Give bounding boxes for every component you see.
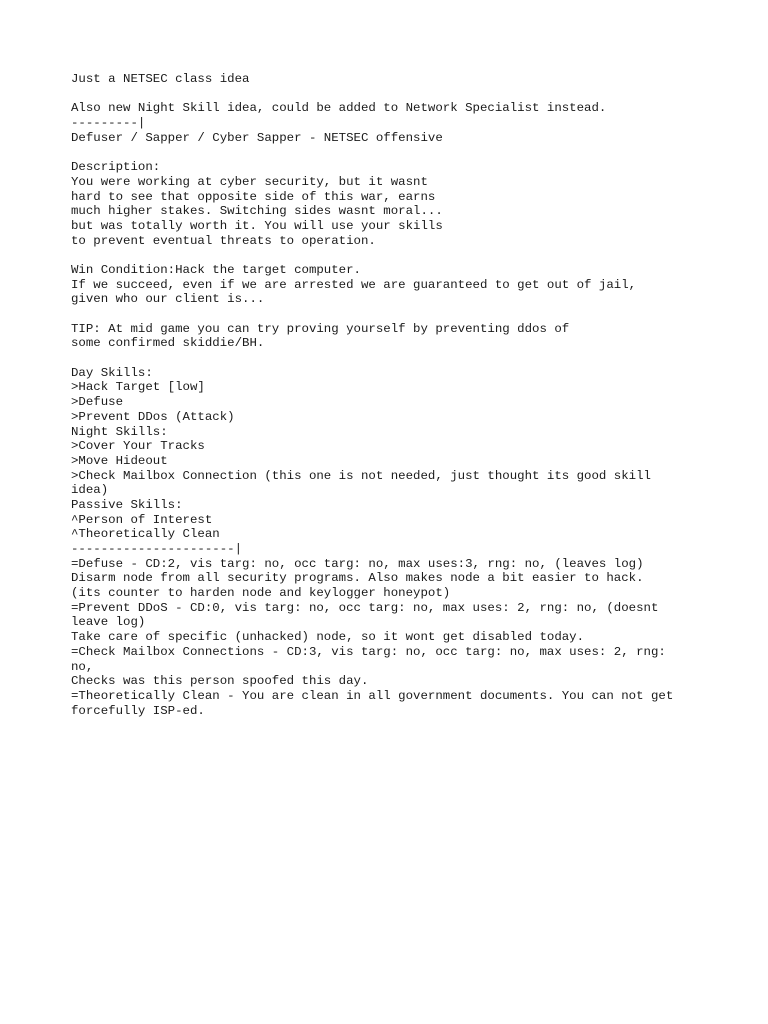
blank-line — [71, 87, 751, 102]
skill-detail: =Prevent DDoS - CD:0, vis targ: no, occ targ: no, max uses: 2, rng: no, (doesnt — [71, 600, 659, 615]
skill-item: >Hack Target [low] — [71, 380, 205, 395]
description-line: You were working at cyber security, but it wasnt — [71, 174, 428, 189]
skill-detail: Disarm node from all security programs. Also makes node a bit easier to hack. — [71, 571, 644, 586]
skill-detail: no, — [71, 659, 94, 674]
description-line: but was totally worth it. You will use your skills — [71, 218, 443, 233]
description-line: to prevent eventual threats to operation. — [71, 233, 376, 248]
skill-detail: leave log) — [71, 615, 146, 630]
win-condition: Win Condition:Hack the target computer. — [71, 262, 361, 277]
skill-detail: forcefully ISP-ed. — [71, 703, 205, 718]
class-title: Defuser / Sapper / Cyber Sapper - NETSEC offensive — [71, 130, 443, 145]
document-page — [71, 72, 751, 718]
description-heading: Description: — [71, 160, 161, 175]
divider-short: ---------| — [71, 116, 146, 131]
blank-line — [71, 248, 751, 263]
blank-line — [71, 351, 751, 366]
skill-detail: Checks was this person spoofed this day. — [71, 674, 369, 689]
skill-item: >Defuse — [71, 395, 124, 410]
description-line: hard to see that opposite side of this war, earns — [71, 189, 436, 204]
day-skills-heading: Day Skills: — [71, 365, 153, 380]
skill-item: ^Person of Interest — [71, 512, 213, 527]
doc-line-night-skill-idea: Also new Night Skill idea, could be added to Network Specialist instead. — [71, 101, 607, 116]
win-condition-detail: given who our client is... — [71, 292, 265, 307]
tip-line: some confirmed skiddie/BH. — [71, 336, 265, 351]
win-condition-detail: If we succeed, even if we are arrested we are guaranteed to get out of jail, — [71, 277, 637, 292]
divider-long: ----------------------| — [71, 542, 243, 556]
blank-line — [71, 307, 751, 322]
skill-item: >Cover Your Tracks — [71, 439, 205, 454]
skill-detail: =Theoretically Clean - You are clean in all government documents. You can not get — [71, 688, 674, 703]
skill-detail: (its counter to harden node and keylogger honeypot) — [71, 586, 451, 601]
skill-item: >Move Hideout — [71, 453, 168, 468]
tip-line: TIP: At mid game you can try proving yourself by preventing ddos of — [71, 321, 570, 336]
skill-detail: =Defuse - CD:2, vis targ: no, occ targ: no, max uses:3, rng: no, (leaves log) — [71, 556, 644, 571]
skill-detail: Take care of specific (unhacked) node, so it wont get disabled today. — [71, 630, 585, 645]
blank-line — [71, 145, 751, 160]
skill-item: >Check Mailbox Connection (this one is not needed, just thought its good skill — [71, 468, 651, 483]
skill-item: ^Theoretically Clean — [71, 527, 220, 542]
night-skills-heading: Night Skills: — [71, 424, 168, 439]
skill-item: >Prevent DDos (Attack) — [71, 409, 235, 424]
doc-line-intro: Just a NETSEC class idea — [71, 72, 250, 86]
skill-item-wrap: idea) — [71, 483, 109, 498]
passive-skills-heading: Passive Skills: — [71, 497, 183, 512]
description-line: much higher stakes. Switching sides wasnt moral... — [71, 204, 443, 219]
skill-detail: =Check Mailbox Connections - CD:3, vis targ: no, occ targ: no, max uses: 2, rng: — [71, 644, 666, 659]
